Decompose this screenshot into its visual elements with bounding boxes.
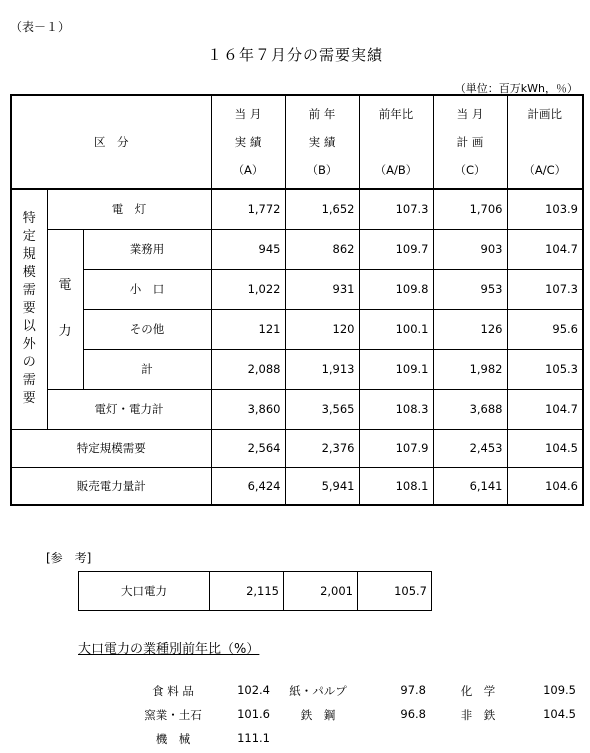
- side-label-char: 需: [22, 373, 36, 389]
- unit-note: （単位：百万kWh，％）: [454, 82, 578, 95]
- table-row: 販売電力量計 6,424 5,941 108.1 6,141 104.6: [11, 467, 583, 505]
- side-label-char: 需: [22, 283, 36, 299]
- side-label-char: 特: [22, 211, 36, 227]
- header-row: [11, 95, 583, 189]
- side-label: [11, 189, 47, 429]
- table-row: 大口電力 2,115 2,001 105.7: [79, 572, 432, 611]
- header-col4: 当 月 計 画 （C）: [433, 95, 507, 189]
- table-row: 特定規模需要 2,564 2,376 107.9 2,453 104.5: [11, 429, 583, 467]
- side-label-char: 定: [22, 229, 36, 245]
- reference-label: [参 考]: [46, 551, 92, 565]
- side-label-char: 規: [22, 247, 36, 263]
- header-col2: 前 年 実 績 （B）: [285, 95, 359, 189]
- header-col5: 計画比 （A/C）: [507, 95, 583, 189]
- table-row: 特 定 規 模 需 要 以 外 の 需 要 電 灯 1,772 1,652 107.3 1,706 103.9: [11, 189, 583, 229]
- side-label-char: 要: [22, 301, 36, 317]
- header-category: 区 分: [11, 95, 211, 189]
- side-label-char: 外: [22, 337, 36, 353]
- side-label-char: 要: [22, 391, 36, 407]
- side-label-char: の: [22, 355, 36, 371]
- power-label: 電 力: [47, 229, 83, 389]
- table-row: 電灯・電力計 3,860 3,565 108.3 3,688 104.7: [11, 389, 583, 429]
- demand-table: [10, 94, 584, 506]
- side-label-char: 模: [22, 265, 36, 281]
- page-title: １６年７月分の需要実績: [206, 46, 383, 64]
- header-col1: 当 月 実 績 （A）: [211, 95, 285, 189]
- industry-title: 大口電力の業種別前年比（%）: [78, 642, 260, 657]
- table-tag: （表－１）: [10, 20, 71, 34]
- side-label-char: 以: [22, 319, 36, 335]
- header-col3: 前年比 （A/B）: [359, 95, 433, 189]
- table-row: 小 口 1,022 931 109.8 953 107.3: [11, 269, 583, 309]
- reference-table: [78, 571, 432, 611]
- table-row: 電 力 業務用 945 862 109.7 903 104.7: [11, 229, 583, 269]
- table-row: 計 2,088 1,913 109.1 1,982 105.3: [11, 349, 583, 389]
- table-row: その他 121 120 100.1 126 95.6: [11, 309, 583, 349]
